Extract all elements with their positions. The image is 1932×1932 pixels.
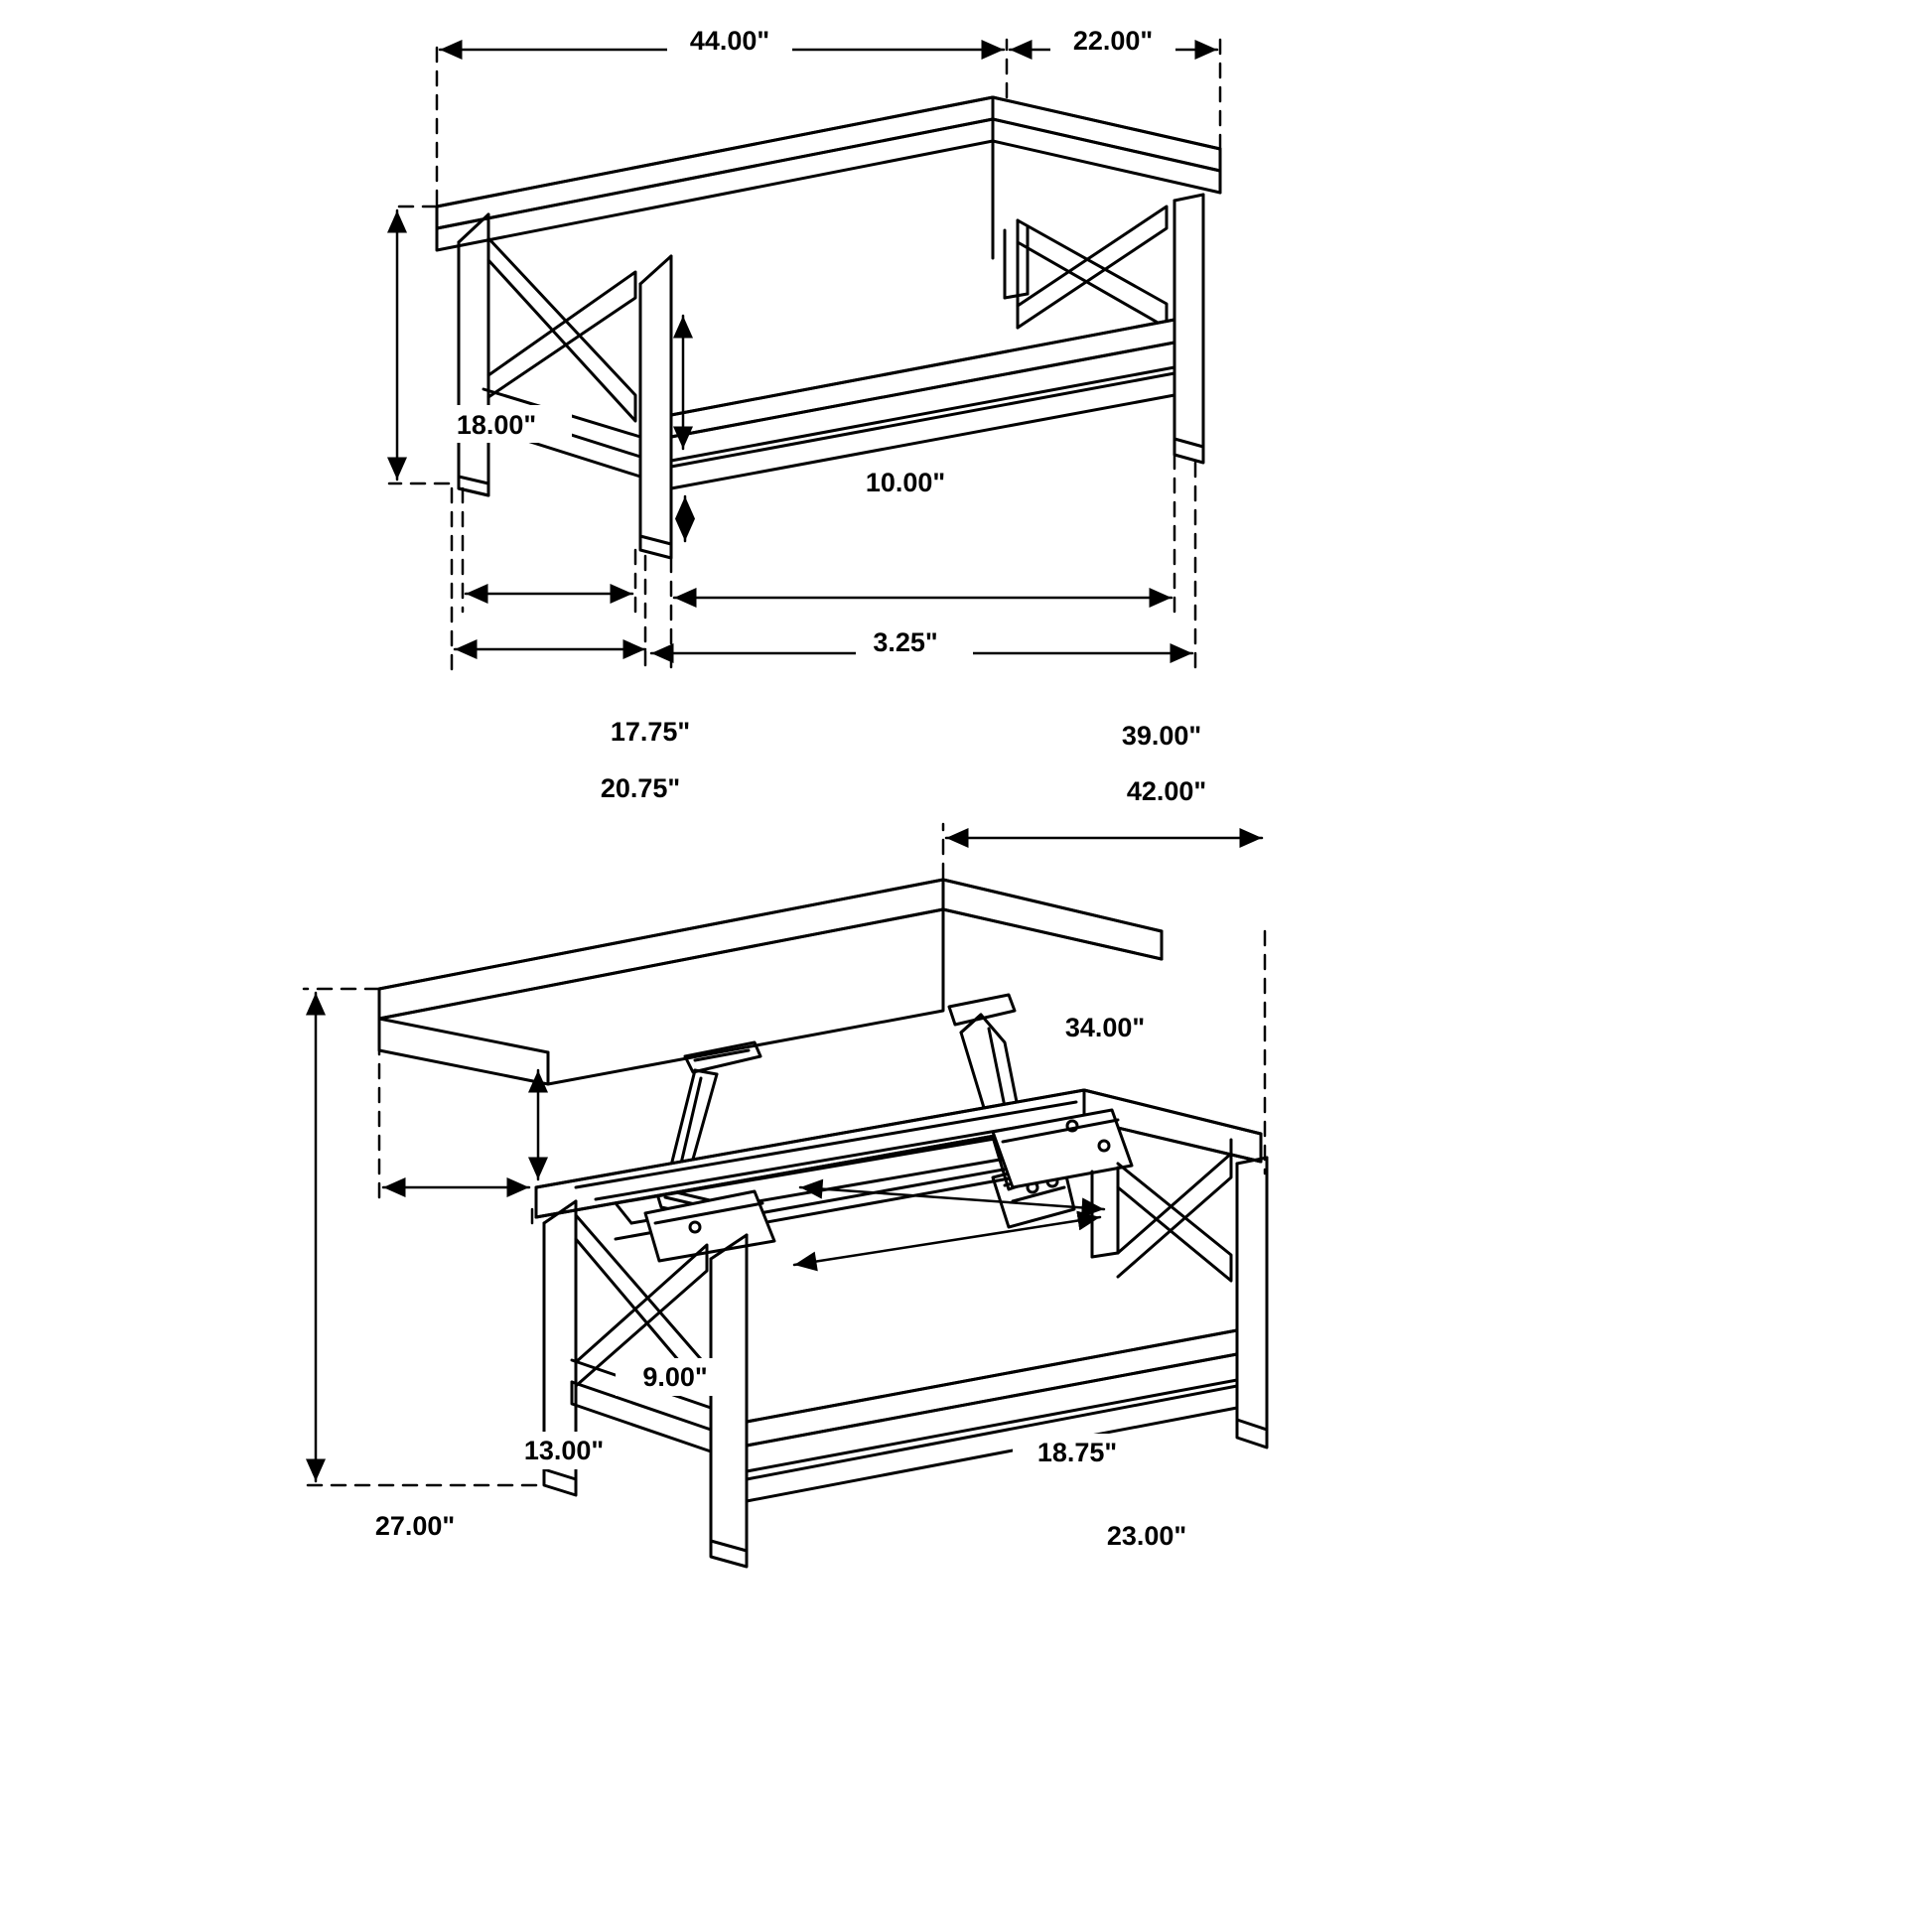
dim-label-top-overhang-extension: 13.00" xyxy=(523,1436,605,1465)
dim-label-mechanism-depth: 18.75" xyxy=(1036,1438,1118,1467)
dim-label-lifted-top-depth: 34.00" xyxy=(1064,1013,1146,1042)
closed-table-illustration xyxy=(437,97,1220,558)
dim-label-raised-overall-height: 27.00" xyxy=(374,1511,456,1541)
dim-label-lift-rise: 9.00" xyxy=(642,1362,708,1392)
dim-label-top-width: 44.00" xyxy=(689,26,770,56)
dim-label-shelf-width: 39.00" xyxy=(1121,721,1202,751)
dim-label-overall-height: 18.00" xyxy=(456,410,537,440)
dim-label-mechanism-width: 23.00" xyxy=(1106,1521,1187,1551)
dim-label-shelf-clearance: 10.00" xyxy=(865,468,946,497)
dim-label-shelf-to-floor: 3.25" xyxy=(873,627,938,657)
dim-label-top-depth: 22.00" xyxy=(1072,26,1154,56)
dim-label-base-width: 42.00" xyxy=(1126,776,1207,806)
dim-label-leg-depth-inner: 17.75" xyxy=(610,717,691,747)
dim-label-leg-depth-outer: 20.75" xyxy=(600,773,681,803)
